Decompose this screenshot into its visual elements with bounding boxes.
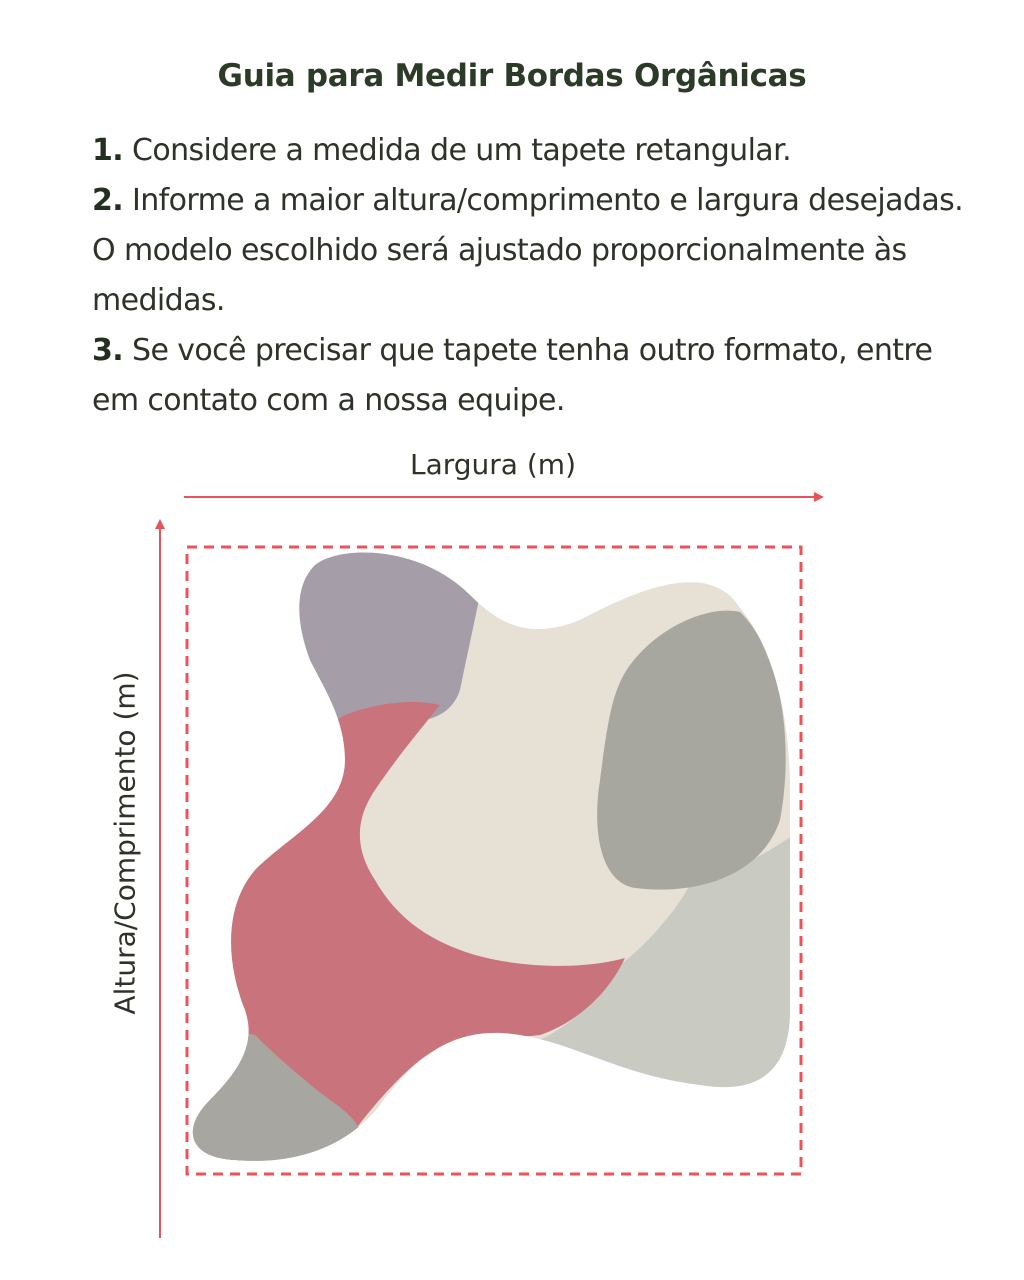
- step-1-number: 1.: [92, 133, 124, 168]
- organic-rug: [180, 540, 800, 1180]
- step-2-text: Informe a maior altura/comprimento e largura desejadas. O modelo escolhido será ajustado proporcionalmente às medidas.: [92, 183, 964, 318]
- step-2-number: 2.: [92, 183, 124, 218]
- height-label: Altura/Comprimento (m): [108, 671, 142, 1015]
- width-label: Largura (m): [410, 448, 576, 481]
- height-arrow-head: [155, 519, 165, 529]
- step-3-number: 3.: [92, 333, 124, 368]
- width-arrow-head: [814, 492, 824, 502]
- page-title: Guia para Medir Bordas Orgânicas: [217, 58, 807, 94]
- step-3-text: Se você precisar que tapete tenha outro formato, entre em contato com a nossa equipe.: [92, 333, 933, 418]
- step-1-text: Considere a medida de um tapete retangular.: [123, 133, 791, 168]
